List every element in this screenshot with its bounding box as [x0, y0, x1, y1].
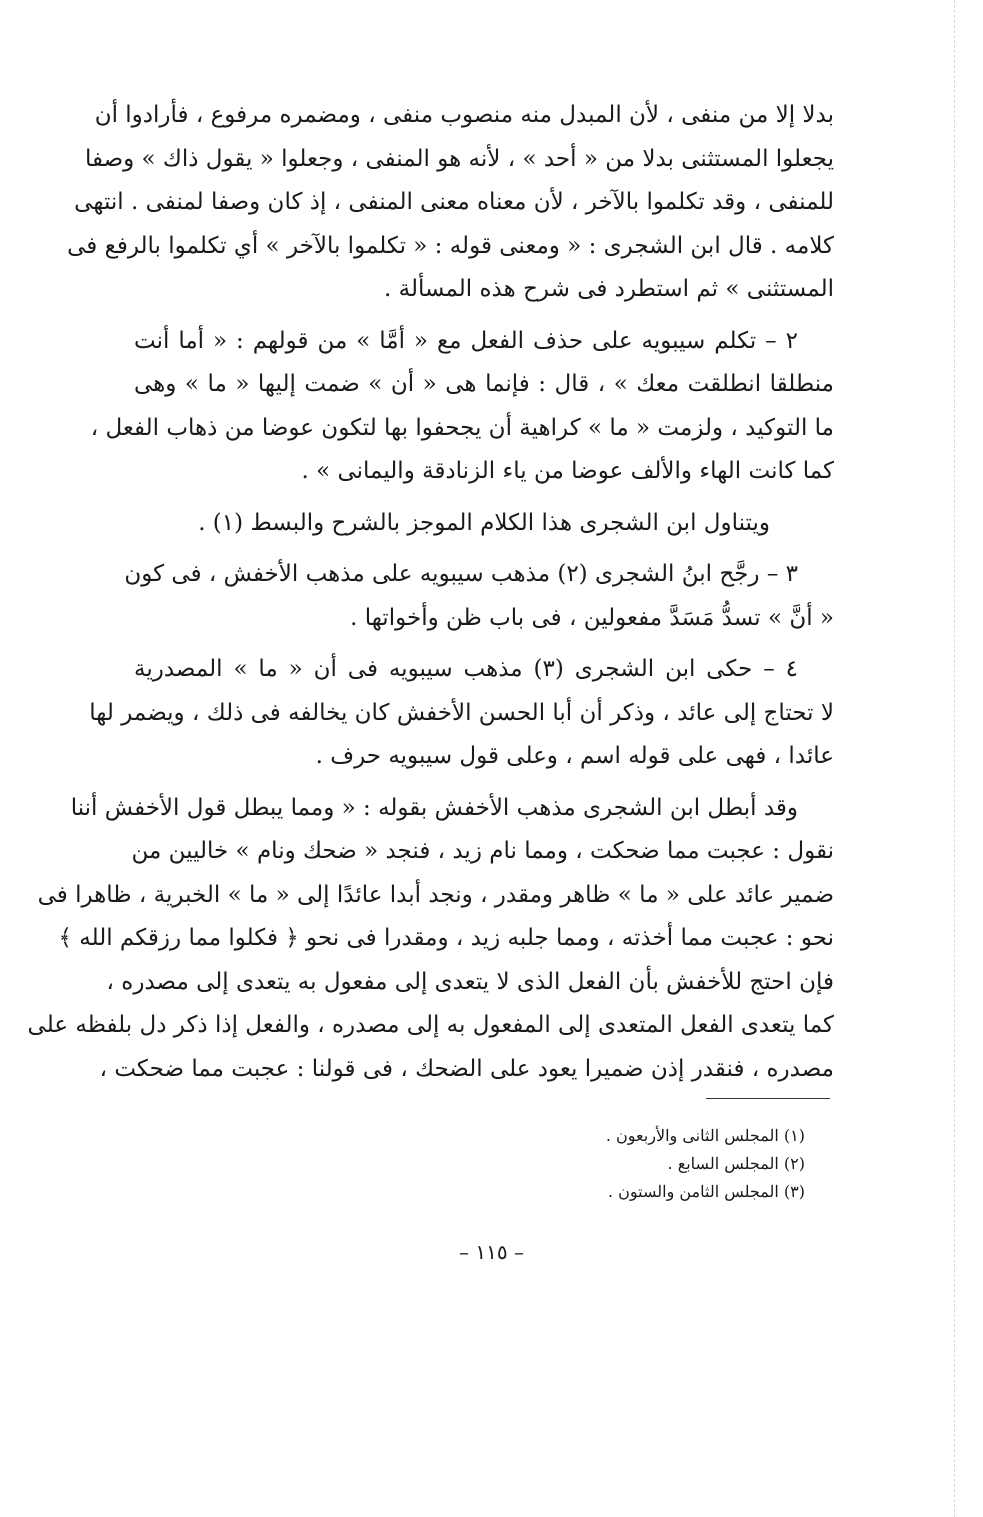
- text-line: « أنَّ » تسدُّ مَسَدَّ مفعولين ، فى باب ظن وأخواتها .: [350, 604, 834, 631]
- text-line: بدلا إلا من منفى ، لأن المبدل منه منصوب منفى ، ومضمره مرفوع ، فأرادوا أن: [94, 102, 834, 128]
- text-line: نقول : عجبت مما ضحكت ، ومما نام زيد ، فنجد « ضحك ونام » خاليين من: [131, 838, 834, 864]
- text-line: ٢ – تكلم سيبويه على حذف الفعل مع « أمَّا » من قولهم : « أما أنت: [134, 327, 798, 354]
- text-line: نحو : عجبت مما أخذته ، ومما جلبه زيد ، ومقدرا فى نحو ﴿ فكلوا مما رزقكم الله ﴾: [58, 925, 834, 951]
- text-line: ويتناول ابن الشجرى هذا الكلام الموجز بالشرح والبسط (١) .: [198, 509, 770, 536]
- text-line: كلامه . قال ابن الشجرى : « ومعنى قوله : « تكلموا بالآخر » أي تكلموا بالرفع فى: [67, 232, 834, 259]
- text-line: كما يتعدى الفعل المتعدى إلى المفعول به إلى مصدره ، والفعل إذا ذكر دل بلفظه على: [27, 1012, 834, 1038]
- text-line: يجعلوا المستثنى بدلا من « أحد » ، لأنه هو المنفى ، وجعلوا « يقول ذاك » وصفا: [84, 145, 834, 172]
- text-line: وقد أبطل ابن الشجرى مذهب الأخفش بقوله : « ومما يبطل قول الأخفش أننا: [70, 794, 798, 821]
- text-line: عائدا ، فهى على قوله اسم ، وعلى قول سيبويه حرف .: [315, 743, 834, 769]
- footnote-separator: [706, 1098, 830, 1099]
- paragraph-3: [134, 502, 834, 546]
- text-line: ٣ – رجَّح ابنُ الشجرى (٢) مذهب سيبويه على مذهب الأخفش ، فى كون: [124, 561, 798, 587]
- text-line: كما كانت الهاء والألف عوضا من ياء الزنادقة واليمانى » .: [301, 458, 834, 484]
- scan-edge-line: [954, 0, 955, 1517]
- paragraph-6: [27, 787, 834, 1092]
- text-line: منطلقا انطلقت معك » ، قال : فإنما هى « أن » ضمت إليها « ما » وهى: [134, 371, 834, 397]
- text-line: للمنفى ، وقد تكلموا بالآخر ، لأن معناه معنى المنفى ، إذ كان وصفا لمنفى . انتهى: [74, 189, 834, 215]
- text-line: ما التوكيد ، ولزمت « ما » كراهية أن يجحفوا بها لتكون عوضا من ذهاب الفعل ،: [90, 414, 834, 441]
- text-line: مصدره ، فنقدر إذن ضميرا يعود على الضحك ، فى قولنا : عجبت مما ضحكت ،: [99, 1055, 834, 1082]
- paragraph-4: [124, 553, 834, 640]
- text-line: ضمير عائد على « ما » ظاهر ومقدر ، ونجد أبدا عائدًا إلى « ما » الخبرية ، ظاهرا فى: [37, 881, 834, 908]
- footnote-1: (١) المجلس الثانى والأربعون .: [605, 1126, 805, 1145]
- footnote-2: (٢) المجلس السابع .: [667, 1154, 805, 1173]
- footnotes: [400, 1122, 805, 1206]
- paragraph-1: [67, 94, 834, 312]
- paragraph-5: [89, 648, 834, 779]
- paragraph-2: [90, 320, 834, 494]
- page-number: – ١١٥ –: [459, 1240, 524, 1264]
- main-text: [27, 94, 834, 1091]
- text-line: المستثنى » ثم استطرد فى شرح هذه المسألة .: [384, 276, 834, 302]
- text-line: فإن احتج للأخفش بأن الفعل الذى لا يتعدى إلى مفعول به يتعدى إلى مصدره ،: [106, 968, 834, 995]
- text-line: ٤ – حكى ابن الشجرى (٣) مذهب سيبويه فى أن « ما » المصدرية: [134, 656, 798, 682]
- footnote-3: (٣) المجلس الثامن والستون .: [607, 1182, 805, 1201]
- text-line: لا تحتاج إلى عائد ، وذكر أن أبا الحسن الأخفش كان يخالفه فى ذلك ، ويضمر لها: [89, 699, 834, 726]
